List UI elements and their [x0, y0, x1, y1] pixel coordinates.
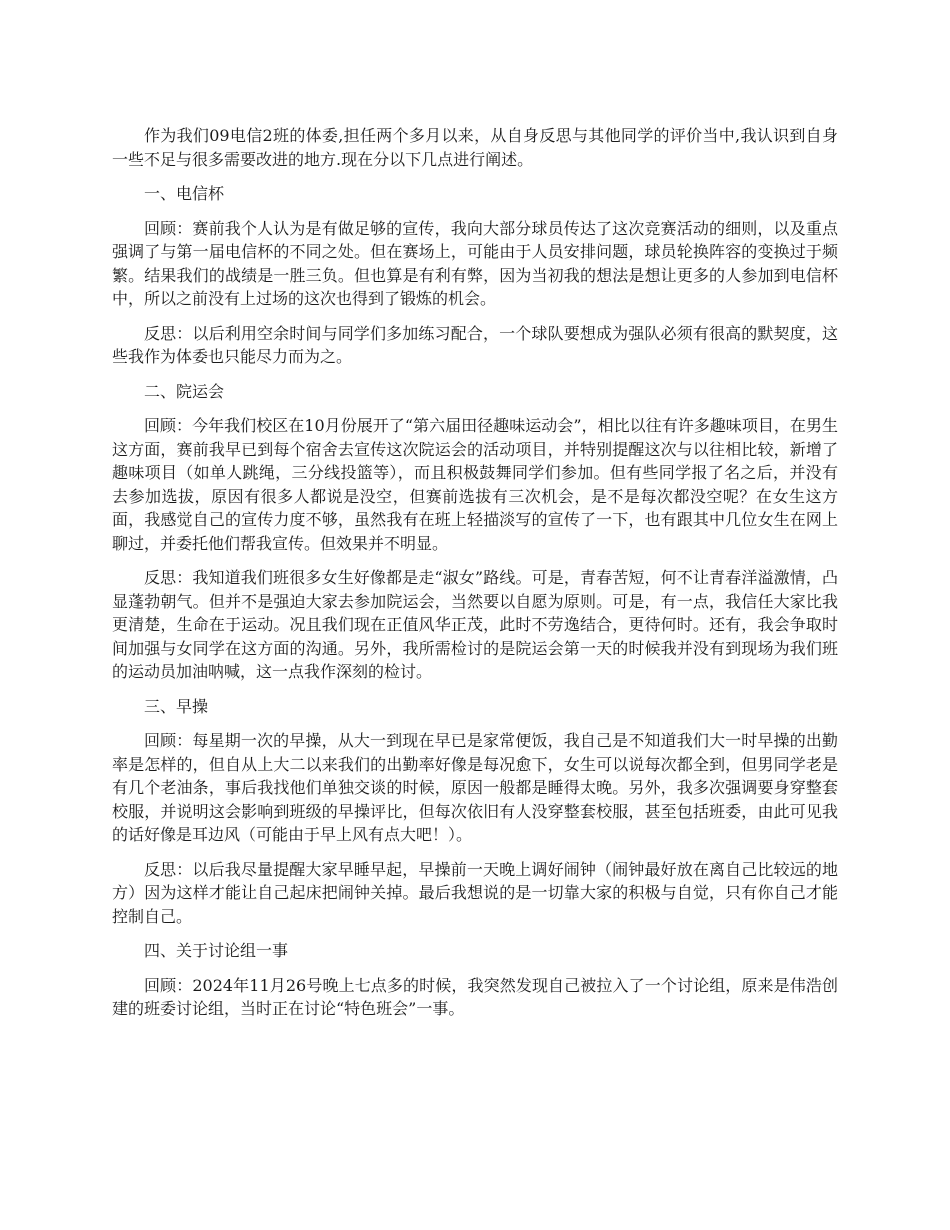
section-heading-sports-meet: 二、院运会 [144, 381, 225, 401]
telecom-cup-reflection-paragraph: 反思：以后利用空余时间与同学们多加练习配合，一个球队要想成为强队必须有很高的默契度，这些我作为体委也只能尽力而为之。 [112, 323, 838, 366]
intro-paragraph: 作为我们09电信2班的体委,担任两个多月以来，从自身反思与其他同学的评价当中,我认识到自身一些不足与很多需要改进的地方.现在分以下几点进行阐述。 [112, 126, 838, 169]
section-heading-discussion-group: 四、关于讨论组一事 [144, 941, 289, 960]
section-heading-telecom-cup: 一、电信杯 [144, 184, 225, 203]
section-heading-morning-exercise: 三、早操 [144, 696, 209, 716]
sports-meet-review-paragraph: 回顾：今年我们校区在10月份展开了“第六届田径趣味运动会”，相比以往有许多趣味项目，在男生这方面，赛前我早已到每个宿舍去宣传这次院运会的活动项目，并特别提醒这次与以往相比较，新增了趣味项目（如单人跳绳，三分线投篮等），而且积极鼓舞同学们参加。但有些同学报了名之后，并没有去参加选拔，原因有很多人都说是没空，但赛前选拔有三次机会，是不是每次都没空呢？在女生这方面，我感觉自己的宣传力度不够，虽然我有在班上轻描淡写的宣传了一下，也有跟其中几位女生在网上聊过，并委托他们帮我宣传。但效果并不明显。 [112, 416, 838, 553]
sports-meet-reflection-paragraph: 反思：我知道我们班很多女生好像都是走“淑女”路线。可是，青春苦短，何不让青春洋溢激情，凸显蓬勃朝气。但并不是强迫大家去参加院运会，当然要以自愿为原则。可是，有一点，我信任大家比我更清楚，生命在于运动。况且我们现在正值风华正茂，此时不劳逸结合，更待何时。还有，我会争取时间加强与女同学在这方面的沟通。另外，我所需检讨的是院运会第一天的时候我并没有到现场为我们班的运动员加油呐喊，这一点我作深刻的检讨。 [112, 568, 838, 681]
morning-exercise-review-paragraph: 回顾：每星期一次的早操，从大一到现在早已是家常便饭，我自己是不知道我们大一时早操的出勤率是怎样的，但自从上大二以来我们的出勤率好像是每况愈下，女生可以说每次都全到，但男同学老是有几个老油条，事后我找他们单独交谈的时候，原因一般都是睡得太晚。另外，我多次强调要身穿整套校服，并说明这会影响到班级的早操评比，但每次依旧有人没穿整套校服，甚至包括班委，由此可见我的话好像是耳边风（可能由于早上风有点大吧！）。 [112, 731, 838, 844]
morning-exercise-reflection-paragraph: 反思：以后我尽量提醒大家早睡早起，早操前一天晚上调好闹钟（闹钟最好放在离自己比较远的地方）因为这样才能让自己起床把闹钟关掉。最后我想说的是一切靠大家的积极与自觉，只有你自己才能控制自己。 [112, 859, 838, 926]
discussion-group-review-paragraph: 回顾：2024年11月26号晚上七点多的时候，我突然发现自己被拉入了一个讨论组，原来是伟浩创建的班委讨论组，当时正在讨论“特色班会”一事。 [112, 975, 838, 1018]
telecom-cup-review-paragraph: 回顾：赛前我个人认为是有做足够的宣传，我向大部分球员传达了这次竞赛活动的细则，以及重点强调了与第一届电信杯的不同之处。但在赛场上，可能由于人员安排问题，球员轮换阵容的变换过于频繁。结果我们的战绩是一胜三负。但也算是有利有弊，因为当初我的想法是想让更多的人参加到电信杯中，所以之前没有上过场的这次也得到了锻炼的机会。 [112, 218, 838, 308]
